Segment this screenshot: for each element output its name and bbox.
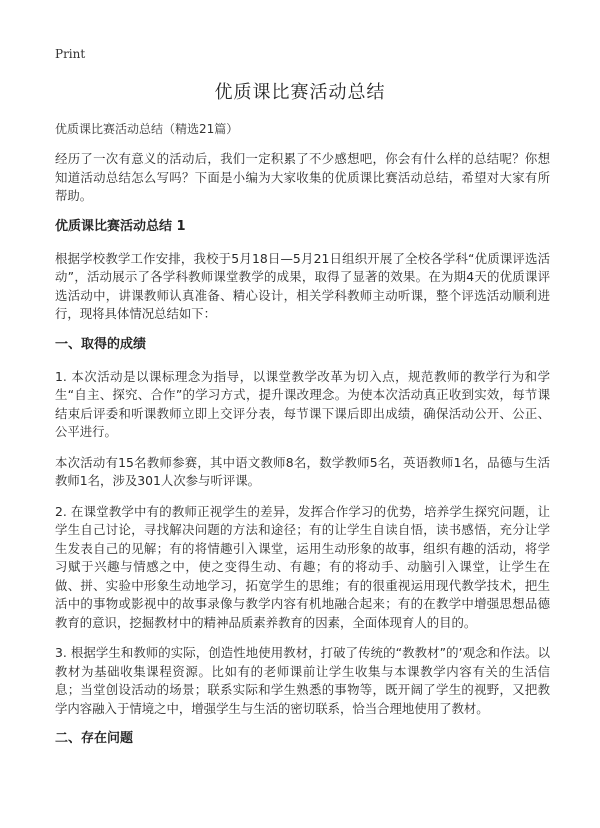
- document-body: [55, 120, 550, 762]
- section-heading-summary-1: 优质课比赛活动总结 1: [55, 218, 186, 234]
- intro-paragraph: 经历了一次有意义的活动后，我们一定积累了不少感想吧，你会有什么样的总结呢？你想知道活动总结怎么写吗？下面是小编为大家收集的优质课比赛活动总结，希望对大家有所帮助。: [55, 151, 550, 203]
- section-heading-problems: 二、存在问题: [55, 731, 134, 746]
- achievement-item-3: 3. 根据学生和教师的实际，创造性地使用教材，打破了传统的“教教材”的’观念和作法。以教材为基础收集课程资源。比如有的老师课前让学生收集与本课教学内容有关的生活信息；当堂创设活动的场景；联系实际和学生熟悉的事物等，既开阔了学生的视野，又把教学内容融入于情境之中，增强学生与生活的密切联系，恰当合理地使用了教材。: [55, 645, 550, 716]
- achievement-item-2: 2. 在课堂教学中有的教师正视学生的差异，发挥合作学习的优势，培养学生探究问题，让学生自己讨论，寻找解决问题的方法和途径；有的让学生自读自悟，读书感悟，充分让学生发表自己的见解；有的将情趣引入课堂，运用生动形象的故事，组织有趣的活动，将学习赋于兴趣与情感之中，使之变得生动、有趣；有的将动手、动脑引入课堂，让学生在做、拼、实验中形象生动地学习，拓宽学生的思维；有的很重视运用现代教学技术，把生活中的事物或影视中的故事录像与教学内容有机地融合起来；有的在教学中增强思想品德教育的意识，挖掘教材中的精神品质素养教育的因素，全面体现育人的目的。: [55, 503, 550, 630]
- page-title: 优质课比赛活动总结: [214, 82, 386, 103]
- paragraph-background: 根据学校教学工作安排，我校于5月18日—5月21日组织开展了全校各学科“优质课评选活动”，活动展示了各学科教师课堂教学的成果，取得了显著的效果。在为期4天的优质课评选活动中，讲课教师认真准备、精心设计，相关学科教师主动听课，整个评选活动顺利进行，现将具体情况总结如下：: [55, 250, 550, 321]
- achievement-item-1: 1. 本次活动是以课标理念为指导，以课堂教学改革为切入点，规范教师的教学行为和学生“自主、探究、合作”的学习方式，提升课改理念。为使本次活动真正收到实效，每节课结束后评委和听课教师立即上交评分表，每节课下课后即出成绩，确保活动公开、公正、公平进行。: [55, 368, 550, 439]
- print-link[interactable]: Print: [55, 47, 86, 61]
- achievement-stats: 本次活动有15名教师参赛，其中语文教师8名，数学教师5名，英语教师1名，品德与生活教师1名，涉及301人次参与听评课。: [55, 454, 550, 488]
- document-subtitle: 优质课比赛活动总结（精选21篇）: [55, 122, 239, 136]
- section-heading-achievements: 一、取得的成绩: [55, 336, 147, 352]
